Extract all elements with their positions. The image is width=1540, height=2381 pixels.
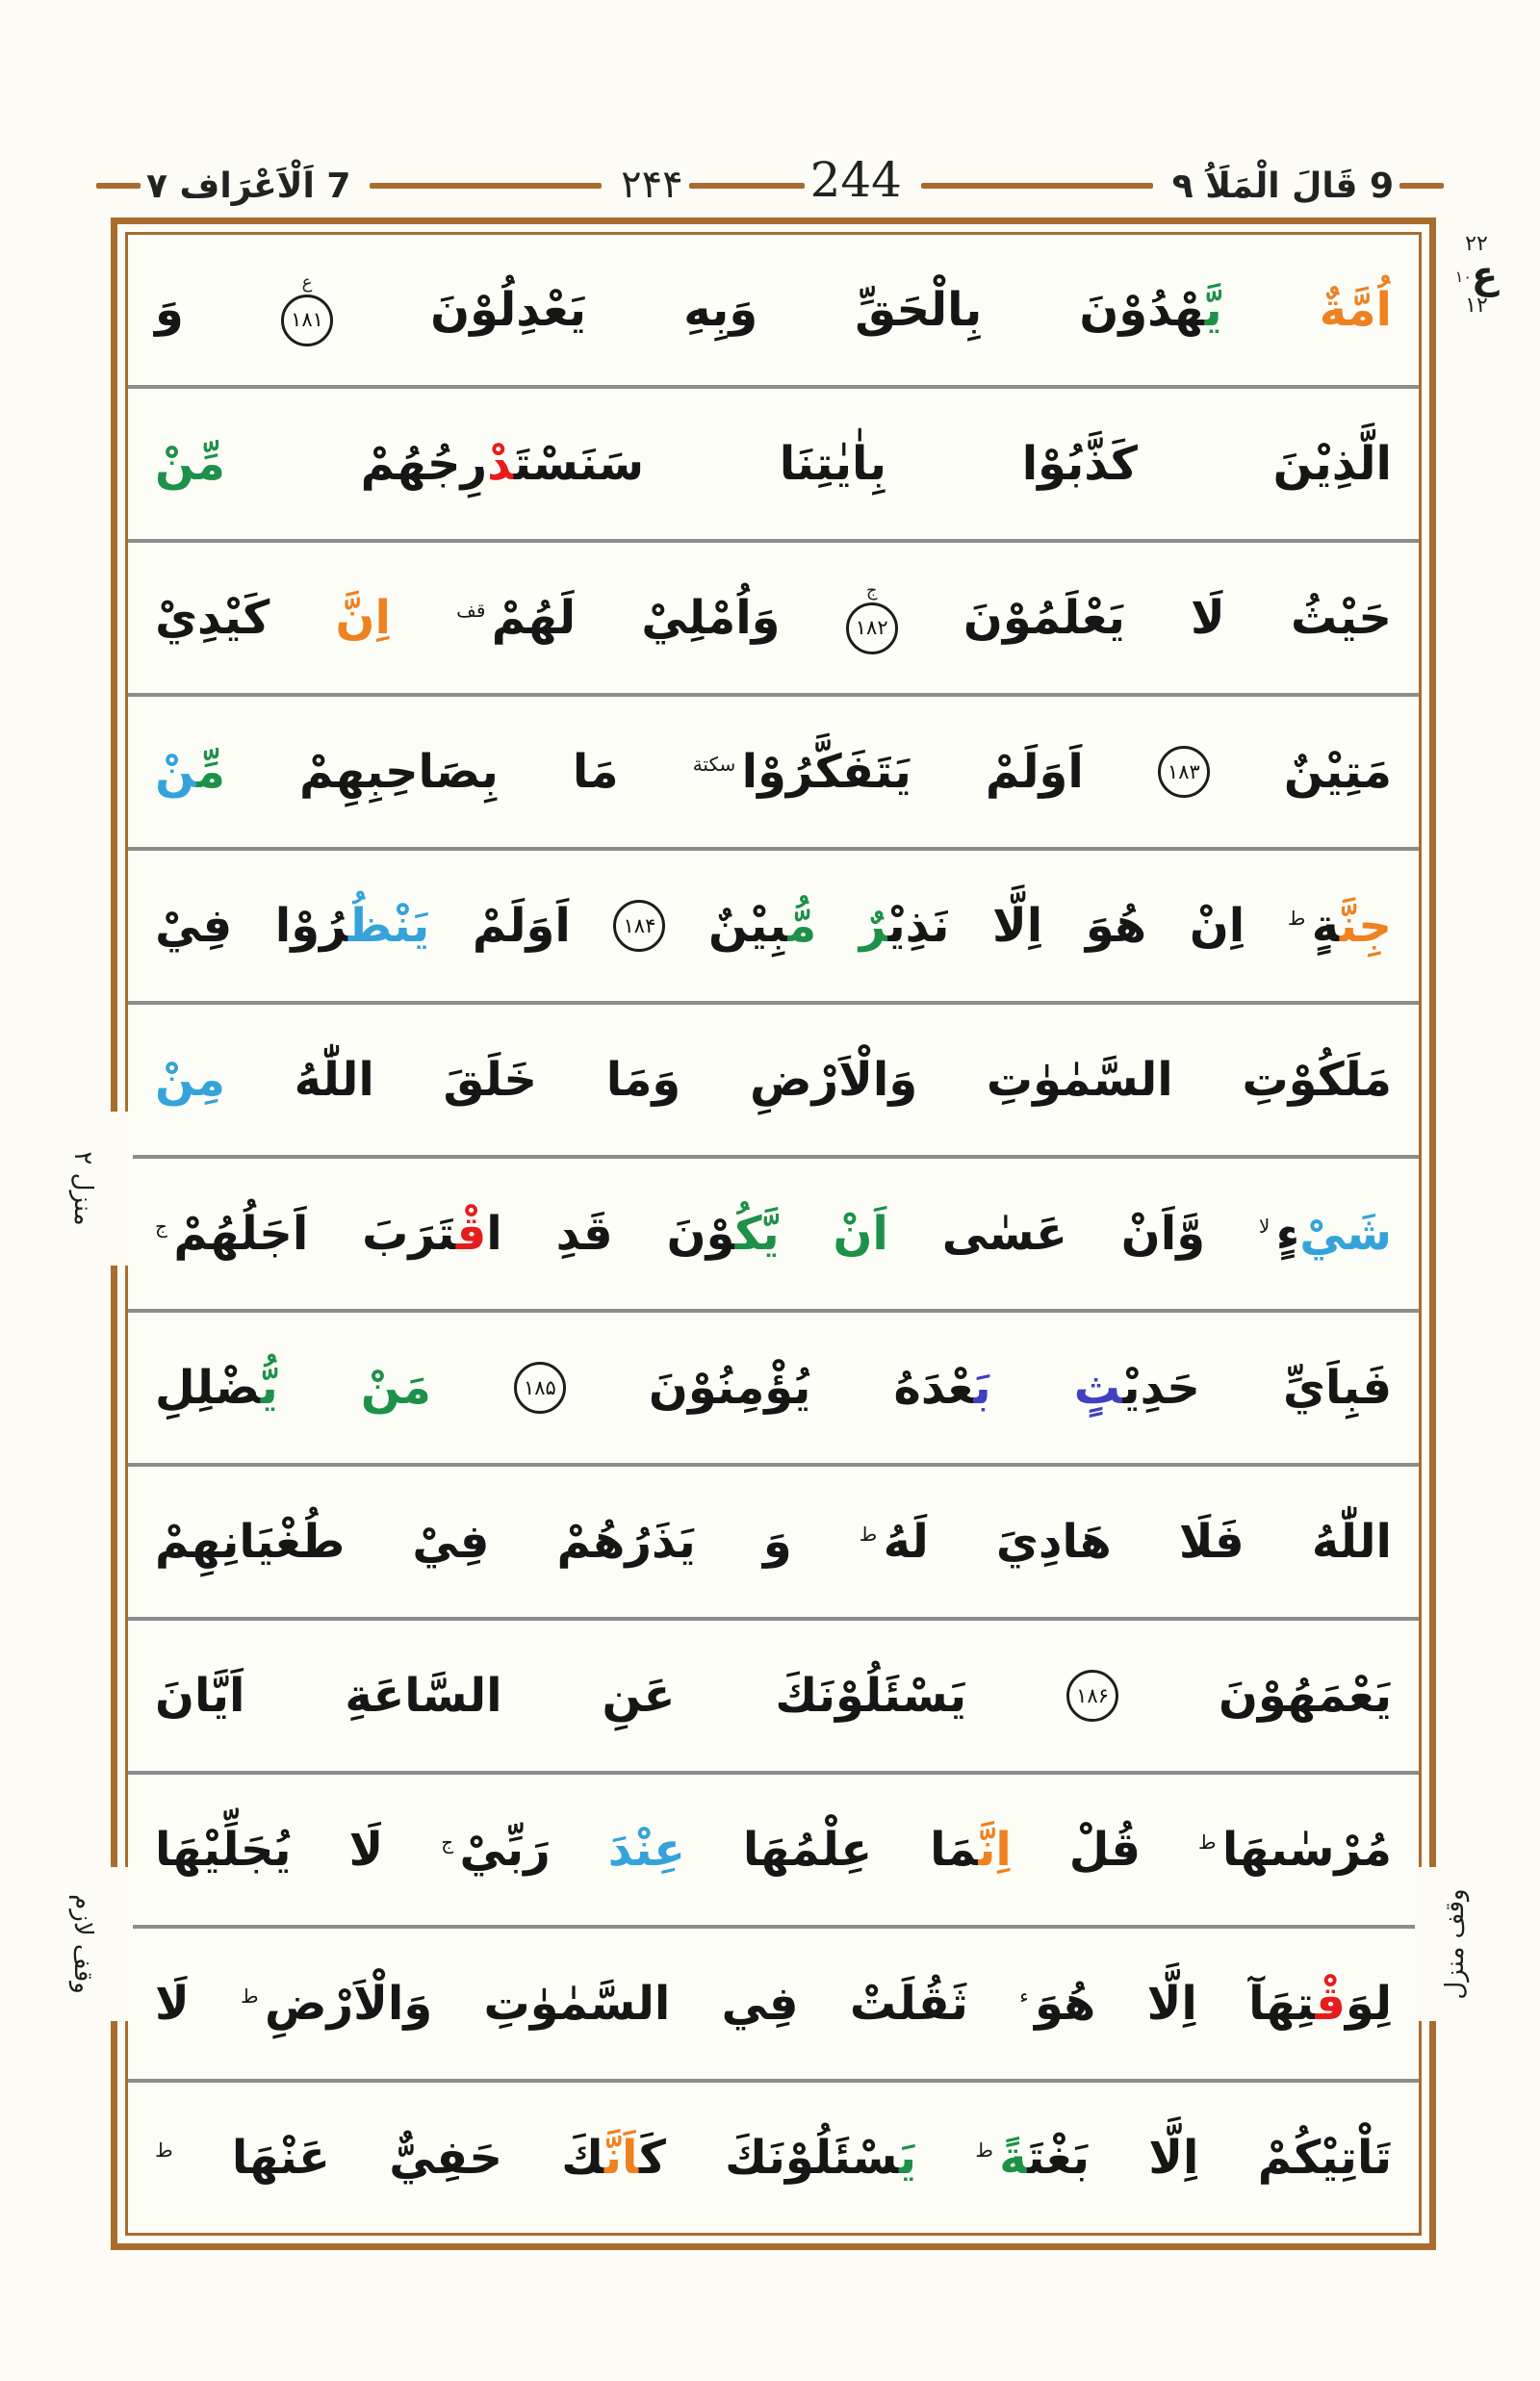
- text-run: اَنَّ: [603, 2131, 639, 2185]
- text-run: قُلْ: [1068, 1823, 1142, 1877]
- text-run: مِّ: [196, 745, 225, 799]
- text-run: السَّمٰوٰتِ: [483, 1977, 671, 2031]
- text-run: رٌ: [859, 899, 888, 953]
- text-run: شَيْ: [1299, 1207, 1392, 1261]
- text-run: يَتَفَكَّرُوْا: [741, 745, 911, 799]
- text-run: لَا: [1191, 591, 1225, 645]
- text-line: [128, 697, 1419, 851]
- quran-word: [860, 1515, 929, 1569]
- quran-word: [855, 283, 982, 337]
- quran-word: [743, 1823, 872, 1877]
- quran-word: [561, 2131, 666, 2185]
- quran-word: [1086, 899, 1146, 953]
- text-run: اِنَّ: [335, 591, 391, 645]
- quran-word: [649, 1361, 811, 1415]
- text-run: حَفِيٌّ: [389, 2131, 502, 2185]
- text-run: قْ: [1315, 1977, 1346, 2031]
- quran-word: [1148, 2131, 1198, 2185]
- quran-word: [725, 2131, 916, 2185]
- quran-word: [412, 1515, 489, 1569]
- text-run: تَرَبَ: [362, 1207, 456, 1261]
- text-run: اَجَلُهُمْ: [173, 1207, 309, 1261]
- text-run: عَنِ: [602, 1669, 676, 1723]
- text-run: كَذَّبُوْا: [1021, 437, 1138, 491]
- text-run: طُغْيَانِهِمْ: [155, 1515, 346, 1569]
- text-run: يَسْئَلُوْنَكَ: [775, 1669, 967, 1723]
- text-run: نَذِيْ: [887, 899, 950, 953]
- quran-word: [641, 591, 780, 645]
- quran-word: [1019, 1977, 1095, 2031]
- verse-marker: [846, 579, 898, 654]
- verse-marker: [514, 1362, 566, 1414]
- quran-word: [1248, 1977, 1392, 2031]
- text-line: [128, 1159, 1419, 1313]
- text-run: وَمَا: [605, 1053, 681, 1107]
- quran-word: [893, 1361, 990, 1415]
- quran-word: [155, 2131, 173, 2185]
- text-run: عَنْهَا: [231, 2131, 330, 2185]
- quran-word: [775, 1669, 966, 1723]
- quran-word: [1147, 1977, 1197, 2031]
- verse-number: ۱۸۳: [1158, 746, 1210, 798]
- text-run: يُجَلِّيْهَا: [155, 1823, 292, 1877]
- verse-number: ۱۸۴: [613, 900, 665, 952]
- text-run: قَدِ: [555, 1207, 613, 1261]
- text-run: اُمَّةٌ: [1319, 283, 1392, 337]
- quran-word: [987, 1053, 1173, 1107]
- text-run: اللّٰهُ: [1311, 1515, 1392, 1569]
- text-run: مَا: [930, 1823, 979, 1877]
- text-run: اِلَّا: [1148, 2131, 1199, 2185]
- text-run: ا: [486, 1207, 502, 1261]
- text-run: خَلَقَ: [443, 1053, 537, 1107]
- text-run: وَبِهِ: [683, 283, 758, 337]
- ruku-number-side: ۱۰: [1454, 268, 1472, 287]
- waqf-mark: ط: [859, 1523, 884, 1546]
- text-run: لَا: [155, 1977, 190, 2031]
- text-run: هُوَ: [1085, 899, 1147, 953]
- quran-word: [556, 1515, 695, 1569]
- text-run: وَ: [155, 283, 184, 337]
- verse-number: ۱۸۱: [281, 294, 333, 346]
- text-run: لَهُمْ: [491, 591, 577, 645]
- quran-word: [345, 1669, 501, 1723]
- page-header: [96, 123, 1444, 208]
- text-line: [128, 1775, 1419, 1929]
- text-run: كَيْدِيْ: [155, 591, 270, 645]
- text-run: ثَقُلَتْ: [849, 1977, 968, 2031]
- text-run: اِنَّ: [978, 1823, 1012, 1877]
- text-run: يَذَرُهُمْ: [556, 1515, 696, 1569]
- page-frame: [111, 218, 1436, 2250]
- text-run: وَ: [762, 1515, 792, 1569]
- quran-word: [473, 899, 571, 953]
- quran-word: [1242, 1053, 1392, 1107]
- text-run: سْئَلُوْنَكَ: [725, 2131, 900, 2185]
- quran-word: [708, 899, 816, 953]
- quran-word: [1179, 1515, 1245, 1569]
- verse-marker: [613, 900, 665, 952]
- text-lines: [125, 232, 1422, 2236]
- text-run: عِلْمُهَا: [742, 1823, 873, 1877]
- quran-word: [349, 1823, 384, 1877]
- quran-word: [975, 2131, 1090, 2185]
- waqf-mark: ط: [1287, 907, 1312, 930]
- waqf-mark: قف: [456, 599, 492, 622]
- quran-word: [1121, 1207, 1205, 1261]
- header-rule: [96, 183, 141, 189]
- ruku-number-top: ۲۲: [1465, 232, 1488, 256]
- text-run: بِالْحَقِّ: [855, 283, 983, 337]
- header-rule: [921, 183, 1153, 189]
- waqf-mark: سكتة: [692, 753, 742, 776]
- text-run: بِصَاحِبِهِمْ: [299, 745, 499, 799]
- text-run: يَّ: [1204, 283, 1222, 337]
- quran-word: [362, 1207, 502, 1261]
- text-run: كَ: [638, 2131, 666, 2185]
- quran-word: [155, 591, 270, 645]
- text-line: [128, 1929, 1419, 2083]
- text-run: لَا: [348, 1823, 384, 1877]
- text-run: اللّٰهُ: [294, 1053, 374, 1107]
- verse-number: ۱۸۲: [846, 602, 898, 654]
- text-run: اَوَلَمْ: [472, 899, 571, 953]
- text-run: عِنْدَ: [607, 1823, 685, 1877]
- waqf-mark: ج: [441, 1831, 460, 1854]
- quran-word: [1069, 1823, 1141, 1877]
- quran-word: [155, 1669, 244, 1723]
- text-line: [128, 2083, 1419, 2233]
- text-run: وَالْاَرْضِ: [749, 1053, 918, 1107]
- quran-word: [389, 2131, 502, 2185]
- text-run: وَالْاَرْضِ: [264, 1977, 433, 2031]
- border-gap: [104, 1112, 133, 1266]
- quran-word: [722, 1977, 799, 2031]
- quran-word: [155, 745, 225, 799]
- text-run: اِلَّا: [992, 899, 1043, 953]
- quran-word: [1191, 591, 1225, 645]
- quran-word: [275, 899, 430, 953]
- verse-sup-mark: ج: [865, 579, 878, 601]
- quran-word: [1320, 283, 1392, 337]
- text-run: اَيَّانَ: [155, 1669, 245, 1723]
- quran-word: [444, 1053, 537, 1107]
- text-line: [128, 1467, 1419, 1621]
- quran-word: [155, 1361, 278, 1415]
- text-run: نْ: [155, 745, 197, 799]
- text-run: مُرْسٰىهَا: [1221, 1823, 1392, 1877]
- text-run: بَ: [973, 1361, 991, 1415]
- header-rule: [689, 183, 805, 189]
- surah-title-left: 7 اَلْاَعْرَاف ۷: [146, 166, 351, 206]
- quran-word: [1079, 283, 1221, 337]
- quran-word: [155, 1977, 190, 2031]
- text-run: حَدِيْ: [1122, 1361, 1200, 1415]
- quran-word: [683, 283, 757, 337]
- quran-word: [1288, 899, 1392, 953]
- quran-word: [336, 591, 391, 645]
- text-run: مِّنْ: [155, 437, 225, 491]
- quran-word: [361, 437, 645, 491]
- quran-word: [667, 1207, 780, 1261]
- quran-word: [1258, 2131, 1392, 2185]
- text-run: يُؤْمِنُوْنَ: [648, 1361, 811, 1415]
- waqf-mark: ط: [241, 1984, 265, 2008]
- quran-word: [483, 1977, 670, 2031]
- quran-word: [241, 1977, 432, 2031]
- text-run: يَعْدِلُوْنَ: [430, 283, 587, 337]
- quran-word: [1284, 745, 1392, 799]
- text-line: [128, 851, 1419, 1005]
- quran-word: [986, 745, 1084, 799]
- waqf-manzil-note: وقف منزل: [1439, 1879, 1472, 2009]
- quran-word: [295, 1053, 374, 1107]
- text-run: فَلَا: [1178, 1515, 1245, 1569]
- quran-word: [155, 1515, 345, 1569]
- text-run: فِيْ: [155, 899, 233, 953]
- text-run: لَهُ: [883, 1515, 929, 1569]
- quran-word: [441, 1823, 551, 1877]
- verse-number: ۱۸۵: [514, 1362, 566, 1414]
- text-run: بَغْتَ: [1027, 2131, 1091, 2185]
- waqf-mark: ط: [155, 2138, 173, 2162]
- ruku-ain-symbol: ع۱۰: [1454, 253, 1499, 298]
- text-run: فِي: [721, 1977, 799, 2031]
- quran-word: [1283, 1361, 1392, 1415]
- border-gap: [104, 1867, 133, 2021]
- quran-word: [155, 283, 184, 337]
- quran-word: [155, 899, 232, 953]
- verse-number: ۱۸۶: [1066, 1670, 1118, 1722]
- quran-word: [763, 1515, 792, 1569]
- quran-word: [608, 1823, 685, 1877]
- waqf-lazim-note: وقف لازم: [66, 1884, 99, 2004]
- text-run: مَتِيْنٌ: [1283, 745, 1392, 799]
- quran-word: [1198, 1823, 1392, 1877]
- text-run: وَّاَنْ: [1120, 1207, 1206, 1261]
- quran-word: [860, 899, 950, 953]
- quran-word: [1190, 899, 1245, 953]
- text-run: ءٍ: [1275, 1207, 1300, 1261]
- quran-word: [606, 1053, 681, 1107]
- text-run: السَّمٰوٰتِ: [986, 1053, 1173, 1107]
- text-run: ثٍ: [1073, 1361, 1123, 1415]
- quran-word: [573, 745, 619, 799]
- text-run: رَبِّيْ: [459, 1823, 551, 1877]
- page-number-western: 244: [809, 152, 902, 208]
- text-run: كَ: [561, 2131, 604, 2185]
- verse-marker: [1066, 1670, 1118, 1722]
- text-run: رُوْا: [274, 899, 348, 953]
- quran-word: [780, 437, 886, 491]
- text-run: هُوَ: [1034, 1977, 1096, 2031]
- quran-word: [155, 1207, 308, 1261]
- quran-word: [456, 591, 576, 645]
- text-run: رِجُهُمْ: [360, 437, 488, 491]
- text-run: هَادِيَ: [995, 1515, 1112, 1569]
- quran-word: [1312, 1515, 1392, 1569]
- text-run: مُّ: [787, 899, 817, 953]
- text-run: لِوَ: [1345, 1977, 1392, 2031]
- quran-word: [430, 283, 586, 337]
- text-run: يَعْلَمُوْنَ: [962, 591, 1125, 645]
- text-line: [128, 1313, 1419, 1467]
- quran-word: [602, 1669, 675, 1723]
- text-run: فَبِاَيِّ: [1282, 1361, 1392, 1415]
- ruku-marker: [1444, 229, 1509, 321]
- verse-sup-mark: ع: [301, 271, 313, 293]
- waqf-mark: ط: [1198, 1831, 1222, 1854]
- manzil-note: منزل ٢: [66, 1141, 99, 1235]
- quran-word: [996, 1515, 1112, 1569]
- text-run: ةً: [999, 2131, 1028, 2185]
- ruku-number-bottom: ۱۲: [1465, 294, 1488, 319]
- text-run: حَيْثُ: [1291, 591, 1392, 645]
- quran-word: [1074, 1361, 1200, 1415]
- quran-word: [992, 899, 1042, 953]
- quran-word: [942, 1207, 1067, 1261]
- text-run: يُّ: [260, 1361, 278, 1415]
- header-rule: [370, 183, 602, 189]
- page-number-urdu: ۲۴۴: [621, 163, 683, 207]
- waqf-mark: ء: [1019, 1984, 1035, 2008]
- quran-word: [693, 745, 911, 799]
- text-run: السَّاعَةِ: [345, 1669, 502, 1723]
- quran-word: [850, 1977, 968, 2031]
- text-run: سَنَسْتَ: [513, 437, 645, 491]
- quran-word: [155, 1823, 292, 1877]
- text-run: مِنْ: [155, 1053, 225, 1107]
- text-run: بِاٰيٰتِنَا: [779, 437, 887, 491]
- quran-word: [155, 1053, 225, 1107]
- text-line: [128, 235, 1419, 389]
- text-line: [128, 1621, 1419, 1775]
- verse-marker: [281, 271, 333, 346]
- text-run: مَلَكُوْتِ: [1242, 1053, 1392, 1107]
- quran-word: [963, 591, 1125, 645]
- quran-word: [299, 745, 499, 799]
- text-run: الَّذِيْنَ: [1272, 437, 1392, 491]
- text-run: اَوَلَمْ: [985, 745, 1084, 799]
- quran-word: [1259, 1207, 1392, 1261]
- text-line: [128, 389, 1419, 543]
- quran-word: [833, 1207, 887, 1261]
- quran-word: [1219, 1669, 1392, 1723]
- text-run: يَّكُ: [734, 1207, 780, 1261]
- text-run: وَاُمْلِيْ: [641, 591, 781, 645]
- text-line: [128, 543, 1419, 697]
- text-run: ضْلِلِ: [155, 1361, 261, 1415]
- text-run: وْنَ: [666, 1207, 735, 1261]
- text-run: مَنْ: [360, 1361, 431, 1415]
- text-run: يَنْظُ: [347, 899, 430, 953]
- text-run: عَسٰى: [941, 1207, 1067, 1261]
- text-run: عْدَهُ: [893, 1361, 974, 1415]
- text-run: قْ: [455, 1207, 487, 1261]
- text-run: اَنْ: [833, 1207, 888, 1261]
- text-run: تِهَآ: [1248, 1977, 1316, 2031]
- quran-word: [232, 2131, 330, 2185]
- quran-word: [361, 1361, 431, 1415]
- text-run: اِنْ: [1189, 899, 1245, 953]
- text-run: يَ: [899, 2131, 917, 2185]
- quran-word: [1273, 437, 1392, 491]
- text-run: هْدُوْنَ: [1079, 283, 1205, 337]
- juz-title-right: 9 قَالَ الْمَلَاُ ۹: [1171, 166, 1395, 206]
- text-run: يَعْمَهُوْنَ: [1218, 1669, 1392, 1723]
- text-run: دْ: [487, 437, 514, 491]
- text-run: ةٍ: [1311, 899, 1340, 953]
- waqf-mark: ج: [155, 1215, 174, 1238]
- text-run: اِلَّا: [1146, 1977, 1197, 2031]
- quran-word: [1022, 437, 1138, 491]
- text-run: مَا: [572, 745, 619, 799]
- quran-word: [556, 1207, 613, 1261]
- quran-word: [1291, 591, 1392, 645]
- quran-word: [750, 1053, 917, 1107]
- quran-word: [155, 437, 225, 491]
- waqf-mark: ط: [975, 2138, 1000, 2162]
- text-run: تَاْتِيْكُمْ: [1257, 2131, 1392, 2185]
- waqf-mark: لا: [1258, 1215, 1276, 1238]
- verse-marker: [1158, 746, 1210, 798]
- text-line: [128, 1005, 1419, 1159]
- text-run: جِنَّ: [1339, 899, 1392, 953]
- text-run: فِيْ: [412, 1515, 490, 1569]
- quran-word: [930, 1823, 1012, 1877]
- text-run: بِيْنٌ: [708, 899, 788, 953]
- header-rule: [1399, 183, 1444, 189]
